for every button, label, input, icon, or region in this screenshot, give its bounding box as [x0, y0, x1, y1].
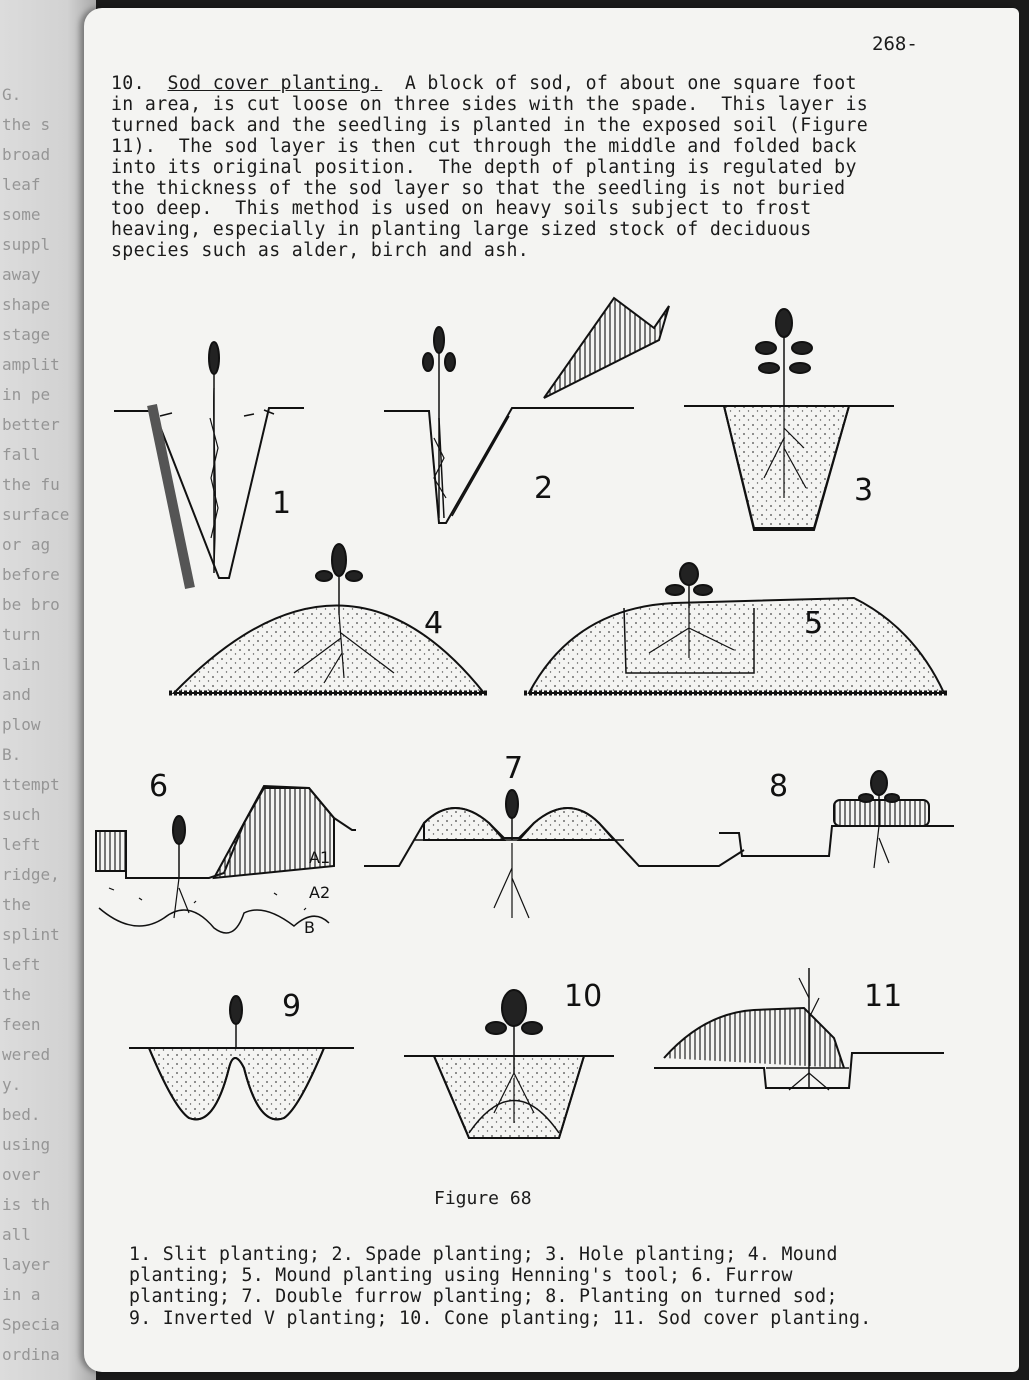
panel-number-4: 4 [424, 606, 444, 641]
page-number: 268- [872, 33, 918, 55]
paragraph-heading: Sod cover planting. [167, 73, 383, 94]
panel-number-2: 2 [534, 471, 554, 506]
horizon-label-b: B [304, 918, 315, 937]
facing-page-fragment: shape [2, 295, 51, 314]
facing-page-fragment: the [2, 895, 31, 914]
facing-page-fragment: ridge, [2, 865, 60, 884]
paragraph-line: heaving, especially in planting large sized stock of deciduous [111, 219, 812, 241]
facing-page-fragment: such [2, 805, 41, 824]
panel-number-9: 9 [282, 989, 302, 1024]
facing-page-fragment: layer [2, 1255, 51, 1274]
facing-page-fragment: in pe [2, 385, 51, 404]
facing-page-fragment: be bro [2, 595, 60, 614]
panel-number-11: 11 [864, 979, 903, 1014]
facing-page-fragment: over [2, 1165, 41, 1184]
facing-page-fragment: away [2, 265, 41, 284]
facing-page-fragment: B. [2, 745, 22, 764]
facing-page-fragment: or ag [2, 535, 51, 554]
facing-page-fragment: leaf [2, 175, 41, 194]
panel-2-spade-planting [384, 298, 669, 523]
panel-number-7: 7 [504, 751, 524, 786]
panel-8-turned-sod [719, 771, 954, 868]
paragraph-number: 10. [111, 73, 145, 94]
facing-page-fragment: better [2, 415, 60, 434]
caption-line: planting; 7. Double furrow planting; 8. Planting on turned sod; [129, 1286, 838, 1308]
facing-page-fragment: fall [2, 445, 41, 464]
facing-page-fragment: stage [2, 325, 51, 344]
facing-page-fragment: in a [2, 1285, 41, 1304]
facing-page-fragment: splint [2, 925, 60, 944]
facing-page-fragment: lain [2, 655, 41, 674]
facing-page-fragment: feen [2, 1015, 41, 1034]
panel-number-1: 1 [272, 486, 292, 521]
facing-page-fragment: ordina [2, 1345, 60, 1364]
facing-page-fragment: left [2, 955, 41, 974]
horizon-label-a2: A2 [309, 883, 331, 902]
facing-page-fragment: the fu [2, 475, 60, 494]
panel-number-8: 8 [769, 769, 789, 804]
facing-page-fragment: suppl [2, 235, 51, 254]
panel-number-3: 3 [854, 473, 874, 508]
planting-methods-figure [94, 278, 964, 1178]
facing-page-fragment: surface [2, 505, 70, 524]
paragraph-line: in area, is cut loose on three sides with the spade. This layer is [111, 93, 869, 115]
paragraph-line: into its original position. The depth of planting is regulated by [111, 156, 857, 178]
panel-number-6: 6 [149, 769, 169, 804]
facing-page-fragment: and [2, 685, 31, 704]
panel-5-henning-tool [524, 563, 949, 693]
caption-line: 9. Inverted V planting; 10. Cone planting; 11. Sod cover planting. [129, 1307, 872, 1329]
paragraph-line: A block of sod, of about one square foot [404, 73, 857, 94]
facing-page-fragment: wered [2, 1045, 51, 1064]
panel-number-5: 5 [804, 606, 824, 641]
figure-caption [129, 1244, 1009, 1329]
facing-page-fragment: left [2, 835, 41, 854]
paragraph-line: 11). The sod layer is then cut through the middle and folded back [111, 135, 857, 157]
paragraph-line: species such as alder, birch and ash. [111, 240, 530, 262]
facing-page-fragment: turn [2, 625, 41, 644]
facing-page-fragment: using [2, 1135, 51, 1154]
facing-page-fragment: amplit [2, 355, 60, 374]
facing-page-fragment: some [2, 205, 41, 224]
figure-title: Figure 68 [434, 1188, 532, 1209]
facing-page-fragment: before [2, 565, 60, 584]
paragraph-line: too deep. This method is used on heavy soils subject to frost [111, 198, 812, 220]
facing-page-fragment: plow [2, 715, 41, 734]
paragraph-line: the thickness of the sod layer so that the seedling is not buried [111, 177, 846, 199]
caption-line: 1. Slit planting; 2. Spade planting; 3. Hole planting; 4. Mound [129, 1244, 838, 1265]
facing-page-fragment: y. [2, 1075, 22, 1094]
book-page [84, 8, 1019, 1372]
panel-number-10: 10 [564, 979, 603, 1014]
facing-page-fragment: bed. [2, 1105, 41, 1124]
facing-page-fragment: G. [2, 85, 22, 104]
panel-7-double-furrow [364, 790, 744, 918]
panel-9-inverted-v [129, 996, 354, 1119]
caption-line: planting; 5. Mound planting using Henning's tool; 6. Furrow [129, 1265, 793, 1287]
facing-page-fragment: all [2, 1225, 31, 1244]
panel-1-slit-planting [114, 342, 304, 588]
facing-page-fragment: Specia [2, 1315, 60, 1334]
facing-page-fragment: is th [2, 1195, 51, 1214]
paragraph-line: turned back and the seedling is planted in the exposed soil (Figure [111, 114, 869, 136]
facing-page-edge [0, 0, 96, 1380]
facing-page-fragment: the [2, 985, 31, 1004]
horizon-label-a1: A1 [309, 848, 331, 867]
facing-page-fragment: ttempt [2, 775, 60, 794]
paragraph-sod-cover-planting [111, 74, 991, 262]
facing-page-fragment: broad [2, 145, 51, 164]
facing-page-fragment: the s [2, 115, 51, 134]
